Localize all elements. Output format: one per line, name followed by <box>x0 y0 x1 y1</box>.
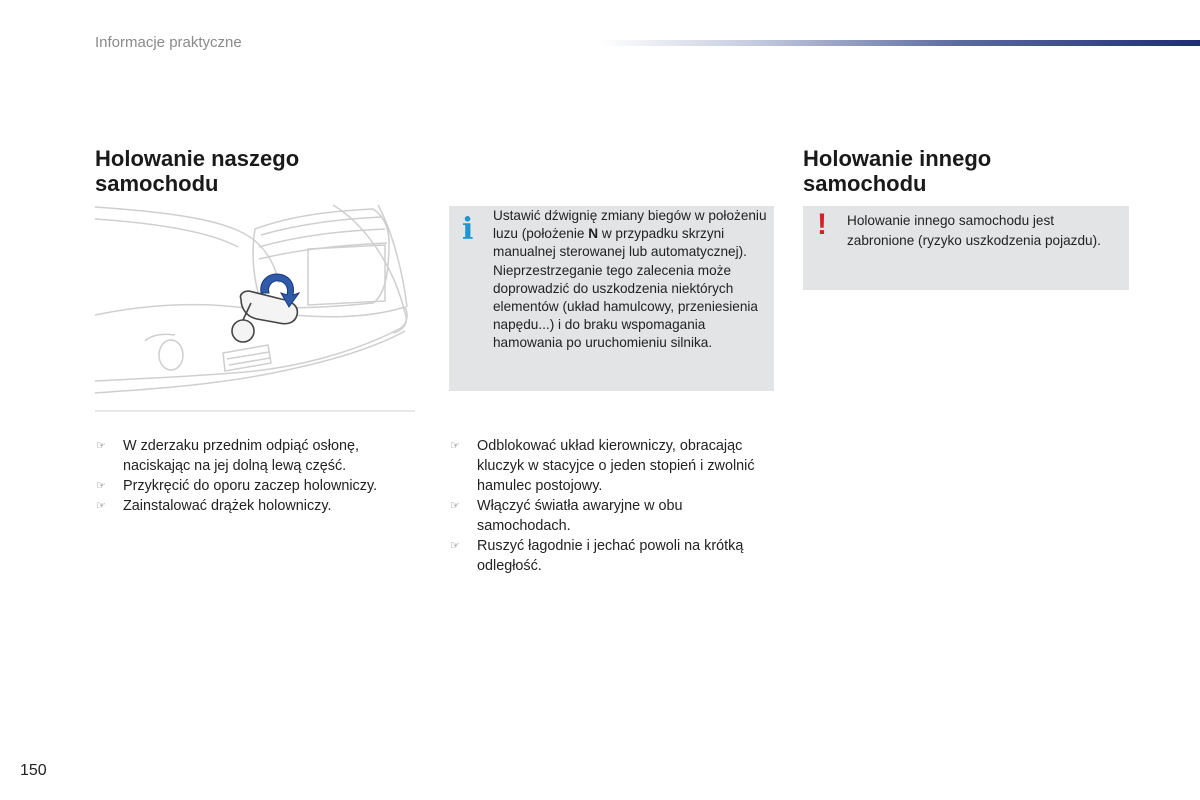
list-item: ☞ Ruszyć łagodnie i jechać powoli na krótką odległość. <box>450 538 744 574</box>
info-text: Ustawić dźwignię zmiany biegów w położeniu luzu (położenie N w przypadku skrzyni manualnej sterowanej lub automatycznej). Nieprzestrzeganie tego zalecenia może doprowadzić do uszkodzenia niektórych elementów (układ hamulcowy, przeniesienia napędu...) i do braku wspomagania hamowania po uruchomieniu silnika. <box>493 208 767 351</box>
warning-text: Holowanie innego samochodu jest zabronione (ryzyko uszkodzenia pojazdu). <box>847 213 1101 248</box>
warning-exclamation-icon: ! <box>817 208 827 241</box>
list-item: ☞ W zderzaku przednim odpiąć osłonę, naciskając na jej dolną lewą część. <box>96 438 359 474</box>
warning-box <box>803 206 1129 290</box>
header-accent-bar <box>600 40 1200 46</box>
car-front-tow-hook-illustration <box>93 203 415 415</box>
info-box <box>449 206 774 391</box>
steps-list-middle <box>449 436 779 576</box>
list-item: ☞ Odblokować układ kierowniczy, obracając kluczyk w stacyjce o jeden stopień i zwolnić hamulec postojowy. <box>450 438 755 494</box>
steps-list-left <box>95 436 415 516</box>
pointing-hand-icon: ☞ <box>96 480 106 492</box>
pointing-hand-icon: ☞ <box>96 500 106 512</box>
header-title: Informacje praktyczne <box>95 34 242 51</box>
page-number: 150 <box>20 762 47 779</box>
list-item: ☞ Przykręcić do oporu zaczep holowniczy. <box>96 478 378 494</box>
pointing-hand-icon: ☞ <box>450 440 460 452</box>
pointing-hand-icon: ☞ <box>450 540 460 552</box>
list-item: ☞ Zainstalować drążek holowniczy. <box>96 498 332 514</box>
section-title-towing-our-car: Holowanie naszego samochodu <box>95 146 300 196</box>
gear-position-n: N <box>588 226 599 242</box>
pointing-hand-icon: ☞ <box>96 440 106 452</box>
section-title-towing-other-car: Holowanie innego samochodu <box>803 146 992 196</box>
info-icon: i <box>462 212 474 247</box>
pointing-hand-icon: ☞ <box>450 500 460 512</box>
list-item: ☞ Włączyć światła awaryjne w obu samochodach. <box>450 498 683 534</box>
